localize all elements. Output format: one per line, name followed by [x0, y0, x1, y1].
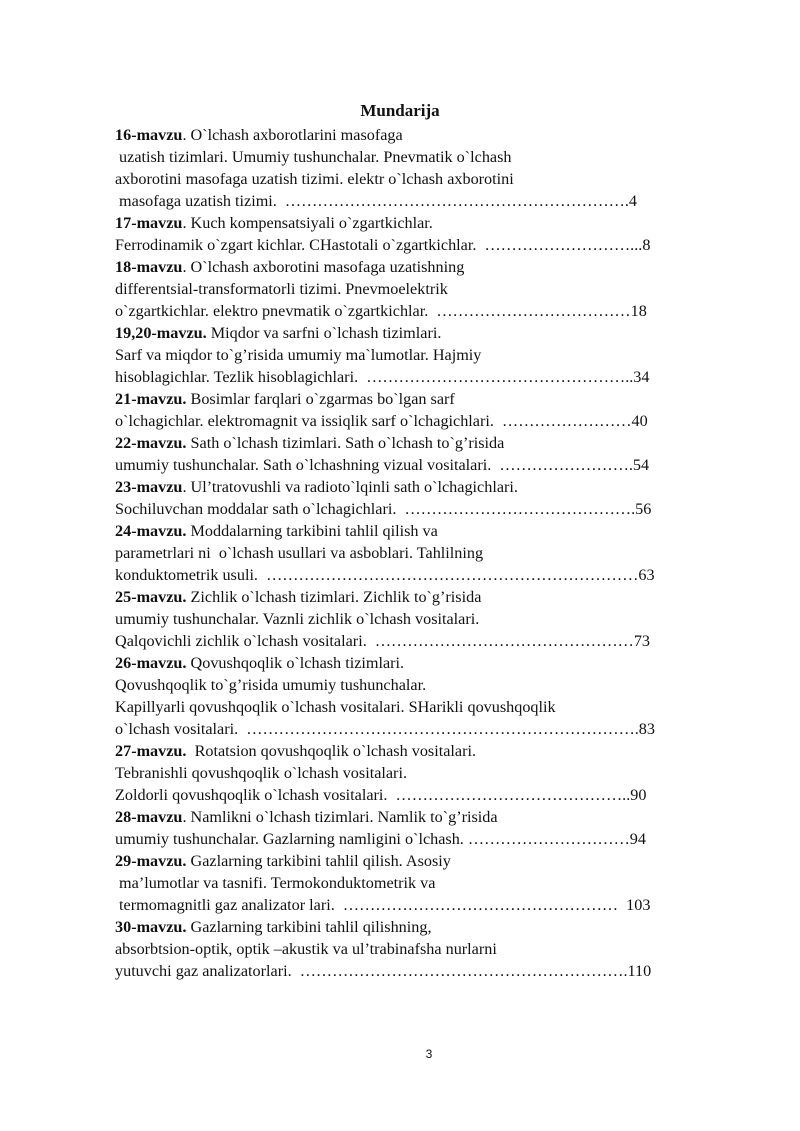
toc-line-text: Sath o`lchash tizimlari. Sath o`lchash to`g’risida [186, 434, 505, 452]
toc-line [115, 850, 451, 872]
toc-line [115, 960, 651, 982]
toc-line [115, 762, 407, 784]
toc-line [115, 410, 648, 432]
toc-line-text: differentsial-transformatorli tizimi. Pnevmoelektrik [115, 280, 448, 298]
topic-number: 27-mavzu. [115, 742, 187, 760]
toc-line [115, 696, 556, 718]
topic-number: 26-mavzu. [115, 654, 187, 672]
toc-line [115, 564, 655, 586]
toc-line-text: . Kuch kompensatsiyali o`zgartkichlar. [182, 214, 433, 232]
topic-number: 21-mavzu. [115, 390, 187, 408]
toc-line [115, 388, 455, 410]
toc-line-text: Tebranishli qovushqoqlik o`lchash vositalari. [115, 764, 407, 782]
toc-line [115, 740, 476, 762]
toc-line-text: . Ul’tratovushli va radioto`lqinli sath o`lchagichlari. [182, 478, 518, 496]
topic-number: 30-mavzu. [115, 918, 187, 936]
toc-line-text: Qovushqoqlik o`lchash tizimlari. [186, 654, 405, 672]
toc-line-text: yutuvchi gaz analizatorlari. …………………………………………………….110 [115, 962, 652, 980]
topic-number: 28-mavzu [115, 808, 183, 826]
toc-line [115, 168, 514, 190]
toc-line [115, 124, 403, 146]
toc-line [115, 542, 483, 564]
toc-line [115, 894, 650, 916]
toc-line [115, 146, 512, 168]
topic-number: 19,20-mavzu. [115, 324, 207, 342]
toc-line-text: Qalqovichli zichlik o`lchash vositalari. …………………………………………73 [115, 632, 651, 650]
toc-line-text: Ferrodinamik o`zgart kichlar. CHastotali o`zgartkichlar. ………………………...8 [115, 236, 651, 254]
topic-number: 18-mavzu [115, 258, 183, 276]
toc-line [115, 234, 650, 256]
toc-line-text: o`zgartkichlar. elektro pnevmatik o`zgartkichlar. ………………………………18 [115, 302, 647, 320]
toc-line-text: o`lchagichlar. elektromagnit va issiqlik sarf o`lchagichlari. ……………………40 [115, 412, 648, 430]
toc-line [115, 872, 435, 894]
toc-line [115, 498, 651, 520]
toc-line [115, 674, 426, 696]
topic-number: 17-mavzu [115, 214, 183, 232]
toc-line-text: . Namlikni o`lchash tizimlari. Namlik to`g’risida [182, 808, 498, 826]
toc-line [115, 322, 441, 344]
toc-line [115, 630, 650, 652]
toc-line [115, 520, 438, 542]
toc-line [115, 806, 498, 828]
toc-line-text: umumiy tushunchalar. Vaznli zichlik o`lchash vositalari. [115, 610, 480, 628]
toc-line-text: Gazlarning tarkibini tahlil qilishning, [186, 918, 432, 936]
toc-line-text: uzatish tizimlari. Umumiy tushunchalar. Pnevmatik o`lchash [115, 148, 512, 166]
toc-line-text: Sochiluvchan moddalar sath o`lchagichlari. …………………………………….56 [115, 500, 652, 518]
toc-line [115, 190, 637, 212]
toc-line [115, 432, 504, 454]
toc-line-text: Moddalarning tarkibini tahlil qilish va [186, 522, 438, 540]
toc-line [115, 586, 481, 608]
topic-number: 23-mavzu [115, 478, 183, 496]
toc-line [115, 212, 433, 234]
toc-line [115, 784, 646, 806]
toc-line-text: Rotatsion qovushqoqlik o`lchash vositalari. [186, 742, 477, 760]
toc-line-text: Miqdor va sarfni o`lchash tizimlari. [206, 324, 442, 342]
toc-line-text: Bosimlar farqlari o`zgarmas bo`lgan sarf [186, 390, 455, 408]
toc-line-text: ma’lumotlar va tasnifi. Termokonduktometrik va [115, 874, 436, 892]
toc-line-text: parametrlari ni o`lchash usullari va asboblari. Tahlilning [115, 544, 484, 562]
toc-line [115, 344, 481, 366]
toc-line [115, 828, 646, 850]
toc-line [115, 938, 497, 960]
toc-line-text: konduktometrik usuli. ……………………………………………………………63 [115, 566, 655, 584]
toc-line-text: axborotini masofaga uzatish tizimi. elektr o`lchash axborotini [115, 170, 514, 188]
toc-line-text: umumiy tushunchalar. Sath o`lchashning vizual vositalari. …………………….54 [115, 456, 650, 474]
toc-line [115, 916, 432, 938]
toc-line [115, 718, 655, 740]
toc-line-text: Gazlarning tarkibini tahlil qilish. Asosiy [186, 852, 451, 870]
page-number: 3 [425, 1047, 433, 1061]
toc-line-text: hisoblagichlar. Tezlik hisoblagichlari. …………………………………………..34 [115, 368, 650, 386]
toc-line-text: umumiy tushunchalar. Gazlarning namligini o`lchash. …………………………94 [115, 830, 646, 848]
topic-number: 29-mavzu. [115, 852, 187, 870]
toc-line-text: Zoldorli qovushqoqlik o`lchash vositalari. ……………………………………..90 [115, 786, 647, 804]
toc-line [115, 256, 464, 278]
toc-line-text: o`lchash vositalari. ……………………………………………………………….83 [115, 720, 655, 738]
toc-line [115, 454, 649, 476]
topic-number: 16-mavzu [115, 126, 183, 144]
toc-line [115, 476, 518, 498]
toc-line-text: Qovushqoqlik to`g’risida umumiy tushunchalar. [115, 676, 427, 694]
toc-line [115, 300, 647, 322]
topic-number: 25-mavzu. [115, 588, 187, 606]
toc-line-text: masofaga uzatish tizimi. ……………………………………………………….4 [115, 192, 637, 210]
toc-line-text: Kapillyarli qovushqoqlik o`lchash vositalari. SHarikli qovushqoqlik [115, 698, 556, 716]
topic-number: 22-mavzu. [115, 434, 187, 452]
toc-line-text: . O`lchash axborotlarini masofaga [182, 126, 403, 144]
page-title: Mundarija [360, 101, 440, 120]
toc-line [115, 278, 448, 300]
topic-number: 24-mavzu. [115, 522, 187, 540]
toc-line-text: Zichlik o`lchash tizimlari. Zichlik to`g’risida [186, 588, 482, 606]
toc-line-text: termomagnitli gaz analizator lari. …………………………………………… 103 [115, 896, 651, 914]
toc-line [115, 652, 404, 674]
toc-line [115, 608, 479, 630]
toc-line [115, 366, 650, 388]
toc-line-text: Sarf va miqdor to`g’risida umumiy ma`lumotlar. Hajmiy [115, 346, 482, 364]
toc-line-text: . O`lchash axborotini masofaga uzatishning [182, 258, 465, 276]
toc-line-text: absorbtsion-optik, optik –akustik va ul’trabinafsha nurlarni [115, 940, 497, 958]
